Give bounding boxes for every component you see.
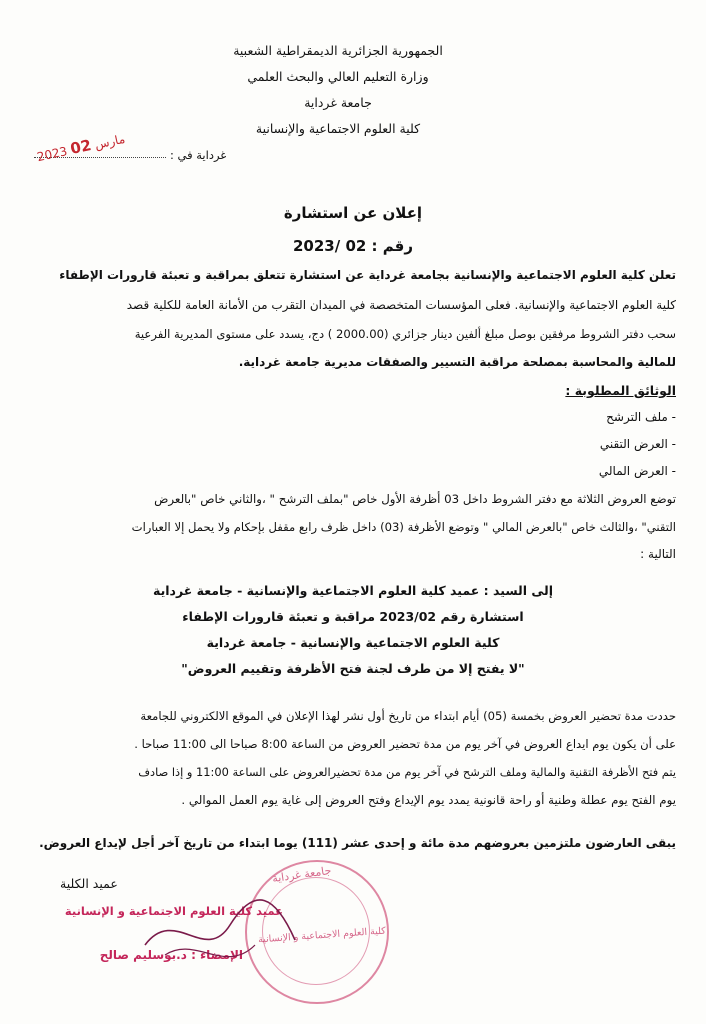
letterhead-republic: الجمهورية الجزائرية الديمقراطية الشعبية [233, 43, 443, 58]
conditions-line-2: على أن يكون يوم ايداع العروض في آخر يوم من مدة تحضير العروض من الساعة 8:00 صباحا الى 11:00 صباحا . [134, 737, 676, 751]
letterhead-university: جامعة غرداية [304, 95, 372, 110]
date-stamp-year: 2023 [35, 144, 69, 165]
address-line-3: كلية العلوم الاجتماعية والإنسانية - جامعة غرداية [206, 635, 500, 650]
conditions-line-3: يتم فتح الأظرفة التقنية والمالية وملف الترشح في آخر يوم من مدة تحضيرالعروض على الساعة 11:00 و إذا صادف [138, 765, 676, 779]
document-item: - العرض التقني [599, 437, 676, 451]
letterhead-ministry: وزارة التعليم العالي والبحث العلمي [247, 69, 429, 84]
round-stamp-middle-text: كلية العلوم الاجتماعية و الإنسانية [257, 925, 387, 946]
address-line-1: إلى السيد : عميد كلية العلوم الاجتماعية والإنسانية - جامعة غرداية [153, 583, 553, 598]
intro-line-4: للمالية والمحاسبة بمصلحة مراقبة التسيير والصفقات مديرية جامعة غرداية. [238, 355, 676, 369]
address-line-4: "لا يفتح إلا من طرف لجنة فتح الأظرفة وتقييم العروض" [181, 661, 525, 676]
letterhead-faculty: كلية العلوم الاجتماعية والإنسانية [255, 121, 421, 136]
intro-line-3: سحب دفتر الشروط مرفقين بوصل مبلغ ألفين دينار جزائري (2000.00 ) دج، يسدد على مستوى المديرية الفرعية [134, 327, 676, 341]
signature-title: عميد الكلية [60, 876, 118, 891]
placement-line-1: توضع العروض الثلاثة مع دفتر الشروط داخل 03 أظرفة الأول خاص "بملف الترشح " ،والثاني خاص "بالعرض [154, 492, 676, 506]
announcement-number: رقم : 02 /2023 [293, 237, 413, 255]
placement-line-3: التالية : [640, 547, 676, 561]
handwritten-signature-icon [135, 885, 305, 985]
document-item: - العرض المالي [598, 464, 676, 478]
announcement-title: إعلان عن استشارة [283, 204, 423, 222]
intro-line-2: كلية العلوم الاجتماعية والإنسانية. فعلى المؤسسات المتخصصة في الميدان التقرب من الأمانة العامة للكلية قصد [126, 298, 676, 312]
intro-line-1: تعلن كلية العلوم الاجتماعية والإنسانية بجامعة غرداية عن استشارة تتعلق بمراقبة و تعبئة قارورات الإطفاء [59, 268, 676, 282]
signature-stamp-title: عميد كلية العلوم الاجتماعية و الإنسانية [64, 904, 283, 918]
address-line-2: استشارة رقم 2023/02 مراقبة و تعبئة قارورات الإطفاء [182, 609, 524, 624]
documents-title: الوثائق المطلوبة : [565, 383, 676, 398]
placement-line-2: التقني" ،والثالث خاص "بالعرض المالي " وتوضع الأظرفة (03) داخل ظرف رابع مقفل بإحكام ولا يحمل إلا العبارات [131, 520, 676, 534]
conditions-line-4: يوم الفتح يوم عطلة وطنية أو راحة قانونية يمدد يوم الإيداع وفتح العروض إلى غاية يوم العمل الموالي . [181, 793, 676, 807]
envelope-address [0, 578, 706, 682]
date-stamp [35, 129, 126, 165]
date-stamp-month: مارس [93, 131, 127, 152]
signature-stamp-name: الإمضاء : د.بوسليم صالح [99, 948, 243, 962]
round-stamp-top-text: جامعة غرداية [271, 863, 333, 886]
date-stamp-day: 02 [68, 136, 93, 158]
date-label: غرداية في : [170, 148, 227, 162]
document-item: - ملف الترشح [606, 410, 676, 424]
validity-statement: يبقى العارضون ملتزمين بعروضهم مدة مائة و إحدى عشر (111) يوما ابتداء من تاريخ آخر أجل لإيداع العروض. [39, 836, 676, 850]
letterhead [208, 38, 468, 142]
conditions-line-1: حددت مدة تحضير العروض بخمسة (05) أيام ابتداء من تاريخ أول نشر لهذا الإعلان في الموقع الالكتروني للجامعة [140, 709, 676, 723]
